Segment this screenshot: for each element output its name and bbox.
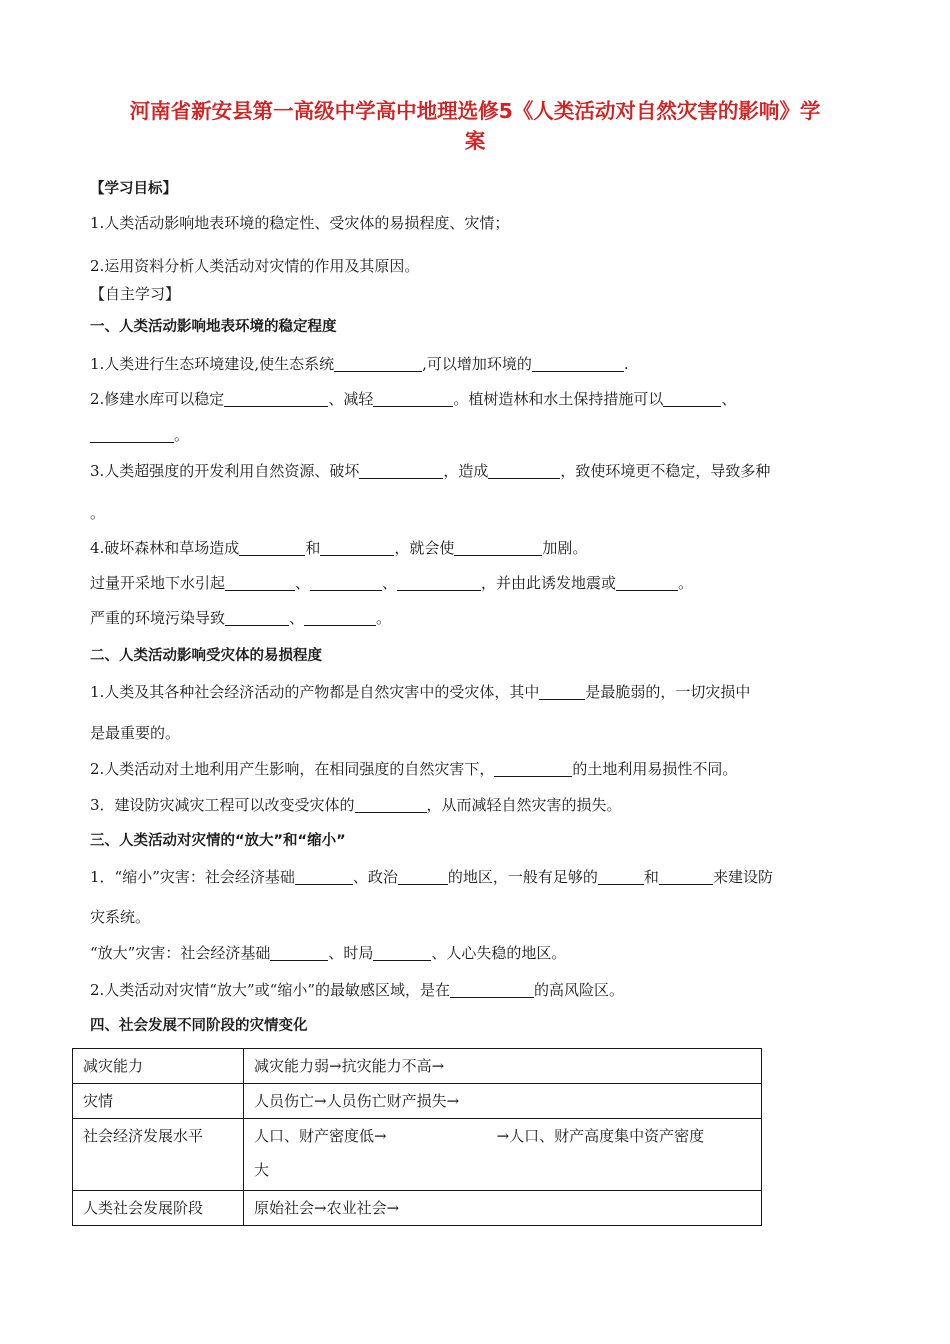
text: 、 [721, 390, 737, 408]
row-label: 社会经济发展水平 [73, 1119, 244, 1191]
text: 加剧。 [542, 539, 588, 557]
fill-blank[interactable] [397, 574, 481, 591]
fill-blank[interactable] [310, 574, 382, 591]
table-row [73, 1049, 762, 1084]
text: ，就会使 [394, 539, 455, 557]
s2-line-2 [90, 758, 737, 780]
title-line-1: 河南省新安县第一高级中学高中地理选修5《人类活动对自然灾害的影响》学 [129, 99, 821, 123]
fill-blank[interactable] [398, 868, 448, 885]
text: 4.破坏森林和草场造成 [90, 539, 240, 557]
s3-line-1-cont: 灾系统。 [90, 908, 151, 926]
table-row [73, 1191, 762, 1226]
fill-blank[interactable] [373, 944, 431, 961]
row-label: 灾情 [73, 1084, 244, 1119]
text: 、 [289, 609, 305, 627]
table-row [73, 1084, 762, 1119]
fill-blank[interactable] [539, 683, 585, 700]
text: ，造成 [443, 462, 489, 480]
text: 的土地利用易损性不同。 [572, 760, 738, 778]
s1-line-6 [90, 607, 391, 629]
document-title [80, 96, 870, 156]
row-label: 人类社会发展阶段 [73, 1191, 244, 1226]
table-row [73, 1119, 762, 1191]
row-content: 减灾能力弱→抗灾能力不高→ [244, 1049, 762, 1084]
self-study-heading: 【自主学习】 [90, 285, 181, 303]
fill-blank[interactable] [239, 539, 305, 556]
row-content: 原始社会→农业社会→ [244, 1191, 762, 1226]
text: 。植树造林和水土保持措施可以 [453, 390, 664, 408]
text: 2.人类活动对灾情“放大”或“缩小”的最敏感区域，是在 [90, 981, 450, 999]
fill-blank[interactable] [663, 390, 721, 407]
s2-line-1 [90, 681, 750, 703]
goal-2: 2.运用资料分析人类活动对灾情的作用及其原因。 [90, 257, 420, 275]
text: ，从而减轻自然灾害的损失。 [426, 796, 622, 814]
text: “放大”灾害：社会经济基础 [90, 944, 271, 962]
fill-blank[interactable] [532, 355, 624, 372]
fill-blank[interactable] [270, 944, 328, 961]
title-line-2: 案 [464, 129, 486, 153]
text: 和 [305, 539, 321, 557]
fill-blank[interactable] [295, 868, 353, 885]
s1-line-2 [90, 388, 736, 410]
fill-blank[interactable] [90, 426, 174, 443]
goal-1: 1.人类活动影响地表环境的稳定性、受灾体的易损程度、灾情； [90, 214, 510, 232]
text: 1．“缩小”灾害：社会经济基础 [90, 868, 295, 886]
fill-blank[interactable] [488, 462, 560, 479]
fill-blank[interactable] [494, 760, 572, 777]
s1-line-2-cont [90, 424, 189, 446]
text: 的高风险区。 [534, 981, 625, 999]
fill-blank[interactable] [659, 868, 713, 885]
s3-line-3 [90, 979, 624, 1001]
text: 、时局 [328, 944, 374, 962]
text: 大 [254, 1161, 270, 1179]
text: 、 [382, 574, 398, 592]
fill-blank[interactable] [225, 609, 289, 626]
fill-blank[interactable] [454, 539, 542, 556]
text: 、政治 [352, 868, 398, 886]
section-1-heading: 一、人类活动影响地表环境的稳定程度 [90, 319, 337, 335]
row-content [244, 1119, 762, 1191]
text: 1.人类及其各种社会经济活动的产物都是自然灾害中的受灾体，其中 [90, 683, 540, 701]
text: 严重的环境污染导致 [90, 609, 226, 627]
text: 。 [174, 426, 190, 444]
text: . [623, 355, 629, 373]
goals-heading: 【学习目标】 [90, 181, 177, 197]
text: 、 [295, 574, 311, 592]
text: 是最脆弱的，一切灾损中 [585, 683, 751, 701]
text: 3.人类超强度的开发利用自然资源、破坏 [90, 462, 360, 480]
fill-blank[interactable] [373, 390, 453, 407]
s2-line-3 [90, 794, 622, 816]
s1-line-5 [90, 572, 693, 594]
text: 的地区，一般有足够的 [447, 868, 598, 886]
disaster-stage-table [72, 1048, 762, 1226]
s3-line-2 [90, 942, 566, 964]
text: 3．建设防灾减灾工程可以改变受灾体的 [90, 796, 355, 814]
text: 1.人类进行生态环境建设,使生态系统 [90, 355, 335, 373]
text: 。 [376, 609, 392, 627]
fill-blank[interactable] [225, 574, 295, 591]
text: 和 [643, 868, 659, 886]
text: 来建设防 [712, 868, 773, 886]
fill-blank[interactable] [616, 574, 678, 591]
text: ,可以增加环境的 [422, 355, 532, 373]
fill-blank[interactable] [450, 981, 534, 998]
fill-blank[interactable] [320, 539, 394, 556]
fill-blank[interactable] [304, 609, 376, 626]
section-3-heading: 三、人类活动对灾情的“放大”和“缩小” [90, 833, 346, 849]
s2-line-1-cont: 是最重要的。 [90, 724, 181, 742]
text: 过量开采地下水引起 [90, 574, 226, 592]
s3-line-1 [90, 866, 773, 888]
s1-line-1 [90, 353, 629, 375]
s1-line-4 [90, 537, 587, 559]
text: →人口、财产高度集中资产密度 [496, 1127, 705, 1145]
section-2-heading: 二、人类活动影响受灾体的易损程度 [90, 648, 322, 664]
row-content: 人员伤亡→人员伤亡财产损失→ [244, 1084, 762, 1119]
text: 。 [678, 574, 694, 592]
text: 、人心失稳的地区。 [431, 944, 567, 962]
fill-blank[interactable] [359, 462, 443, 479]
fill-blank[interactable] [334, 355, 422, 372]
text: ，致使环境更不稳定，导致多种 [560, 462, 771, 480]
section-4-heading: 四、社会发展不同阶段的灾情变化 [90, 1018, 308, 1034]
fill-blank[interactable] [355, 796, 427, 813]
text: ，并由此诱发地震或 [481, 574, 617, 592]
fill-blank[interactable] [598, 868, 644, 885]
row-label: 减灾能力 [73, 1049, 244, 1084]
fill-blank[interactable] [224, 390, 328, 407]
text: 2.人类活动对土地利用产生影响，在相同强度的自然灾害下， [90, 760, 495, 778]
text: 2.修建水库可以稳定 [90, 390, 225, 408]
text: 、减轻 [328, 390, 374, 408]
s1-line-3-cont: 。 [90, 504, 106, 522]
text: 人口、财产密度低→ [254, 1127, 387, 1145]
s1-line-3 [90, 460, 770, 482]
